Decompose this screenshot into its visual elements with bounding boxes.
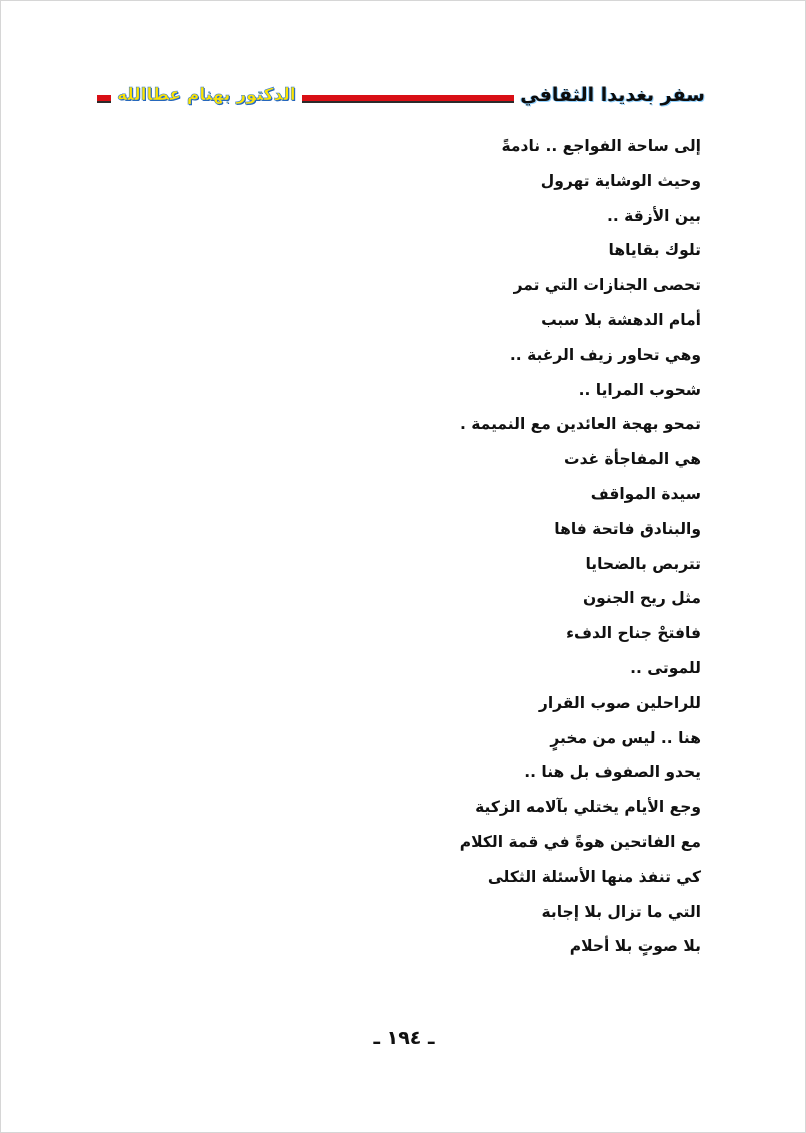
poem-line: هنا .. ليس من مخبرٍ	[550, 728, 701, 747]
poem-line: سيدة المواقف	[590, 484, 701, 503]
poem-line: للموتى ..	[630, 658, 701, 677]
poem-line: للراحلين صوب القرار	[538, 693, 701, 712]
poem-text	[401, 129, 701, 964]
poem-line: تمحو بهجة العائدين مع النميمة .	[460, 415, 701, 434]
poem-line: مع الفاتحين هوةً في قمة الكلام	[459, 832, 701, 851]
poem-line: تلوك بقاياها	[608, 241, 701, 260]
poem-line: يحدو الصفوف بل هنا ..	[524, 763, 701, 782]
poem-line: بين الأزقة ..	[607, 206, 701, 225]
author-name: الدكتور بهنام عطاالله	[111, 79, 302, 111]
poem-line: فافتحْ جناح الدفء	[566, 624, 701, 643]
poem-line: بلا صوتٍ بلا أحلام	[569, 937, 701, 956]
poem-line: التي ما تزال بلا إجابة	[541, 902, 701, 921]
poem-line: كي تنفذ منها الأسئلة الثكلى	[487, 867, 701, 886]
poem-line: وهي تحاور زيف الرغبة ..	[509, 345, 701, 364]
page-header	[97, 79, 711, 111]
page-number: ـ ١٩٤ ـ	[373, 1027, 435, 1049]
poem-line: هي المفاجأة غدت	[564, 450, 701, 469]
poem-line: تتربص بالضحايا	[585, 554, 701, 573]
poem-line: شحوب المرايا ..	[578, 380, 701, 399]
poem-line: إلى ساحة الفواجع .. نادمةً	[501, 137, 701, 155]
poem-line: والبنادق فاتحة فاها	[554, 519, 701, 538]
poem-line: تحصى الجنازات التي تمر	[513, 276, 701, 295]
poem-line: أمام الدهشة بلا سبب	[541, 310, 701, 329]
poem-line: وجع الأيام يختلي بآلامه الزكية	[475, 798, 701, 817]
poem-line: مثل ريح الجنون	[582, 589, 701, 608]
book-title: سفر بغديدا الثقافي	[514, 79, 711, 111]
poem-line: وحيث الوشاية تهرول	[540, 171, 701, 190]
